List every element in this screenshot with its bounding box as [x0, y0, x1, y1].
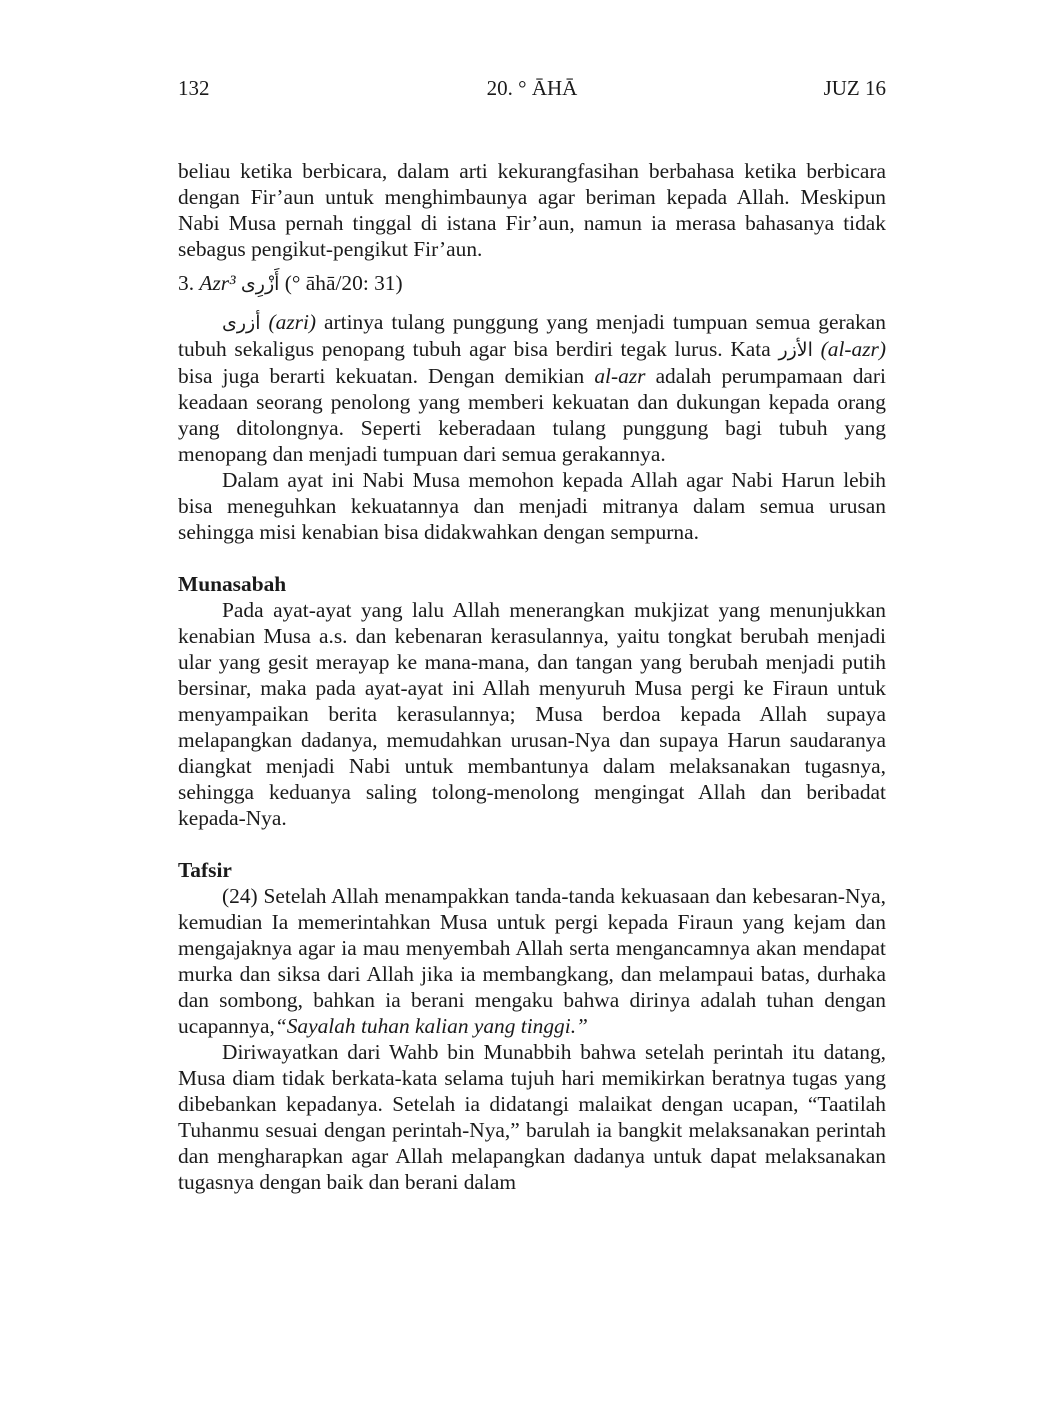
italic-alazr-2: al-azr — [594, 364, 646, 388]
page-header — [178, 74, 886, 102]
item-reference: (° āhā/20: 31) — [284, 271, 403, 295]
text-segment: (24) Setelah Allah menampakkan tanda-tanda kekuasaan dan kebesaran-Nya, kemudian Ia memerintahkan Musa untuk pergi kepada Firaun yang kejam dan mengajaknya agar ia mau menyembah Allah serta mengancamnya akan mendapat murka dan siksa dari Allah jika ia membangkang, dan melampaui batas, durhaka dan sombong, bahkan ia berani mengaku bahwa dirinya adalah tuhan dengan ucapannya, — [178, 884, 886, 1038]
italic-azri: (azri) — [268, 310, 317, 334]
heading-tafsir: Tafsir — [178, 858, 232, 882]
paragraph-azri — [178, 309, 886, 467]
vocab-item-3 — [178, 270, 886, 297]
quote-italic: “Sayalah tuhan kalian yang tinggi.” — [274, 1014, 588, 1038]
juz-label: JUZ 16 — [823, 76, 886, 100]
arabic-term-azri: أزرى — [222, 312, 261, 334]
italic-alazr: (al-azr) — [820, 337, 886, 361]
heading-munasabah: Munasabah — [178, 572, 287, 596]
text-segment: bisa juga berarti kekuatan. Dengan demikian — [178, 364, 595, 388]
surah-title: 20. ° ĀHĀ — [486, 76, 578, 100]
page-number: 132 — [178, 76, 210, 100]
paragraph-continuation: beliau ketika berbicara, dalam arti kekurangfasihan berbahasa ketika berbicara dengan Fir’aun untuk menghimbaunya agar beriman kepada Allah. Meskipun Nabi Musa pernah tinggal di istana Fir’aun, namun ia merasa bahasanya tidak sebagus pengikut-pengikut Fir’aun. — [178, 159, 886, 261]
item-term: Azr³ — [199, 271, 236, 295]
arabic-term-alazr: الأزر — [778, 339, 813, 361]
text-segment: adalah perumpamaan dari keadaan seorang penolong yang memberi kekuatan dan dukungan kepada orang yang ditolongnya. Seperti keberadaan tulang punggung bagi tubuh yang menopang dan menjadi tumpuan dari semua gerakannya. — [178, 364, 886, 466]
item-number: 3. — [178, 271, 195, 295]
paragraph-munasabah: Pada ayat-ayat yang lalu Allah menerangkan mukjizat yang menunjukkan kenabian Musa a.s. dan kebenaran kerasulannya, yaitu tongkat berubah menjadi ular yang gesit merayap ke mana-mana, dan tangan yang berubah menjadi putih bersinar, maka pada ayat-ayat ini Allah menyuruh Musa pergi ke Firaun untuk menyampaikan berita kerasulannya; Musa berdoa kepada Allah supaya melapangkan dadanya, memudahkan urusan-Nya dan supaya Harun saudaranya diangkat menjadi Nabi untuk membantunya dalam melaksanakan tugasnya, sehingga keduanya saling tolong-menolong mengingat Allah dan beribadat kepada-Nya. — [178, 598, 886, 830]
paragraph-tafsir-wahb: Diriwayatkan dari Wahb bin Munabbih bahwa setelah perintah itu datang, Musa diam tidak berkata-kata selama tujuh hari memikirkan beratnya tugas yang dibebankan kepadanya. Setelah ia didatangi malaikat dengan ucapan, “Taatilah Tuhanmu sesuai dengan perintah-Nya,” barulah ia bangkit melaksanakan perintah dan mengharapkan agar Allah melapangkan dadanya untuk dapat melaksanakan tugasnya dengan baik dan berani dalam — [178, 1040, 886, 1194]
item-arabic: أَزْرِى — [240, 273, 280, 295]
page-body — [178, 158, 886, 1195]
paragraph-harun: Dalam ayat ini Nabi Musa memohon kepada Allah agar Nabi Harun lebih bisa meneguhkan kekuatannya dan menjadi mitranya dalam semua urusan sehingga misi kenabian bisa didakwahkan dengan sempurna. — [178, 468, 886, 544]
paragraph-tafsir-24 — [178, 883, 886, 1039]
text-segment: artinya tulang punggung yang menjadi tumpuan semua gerakan tubuh sekaligus penopang tubuh agar bisa berdiri tegak lurus. Kata — [178, 310, 886, 361]
